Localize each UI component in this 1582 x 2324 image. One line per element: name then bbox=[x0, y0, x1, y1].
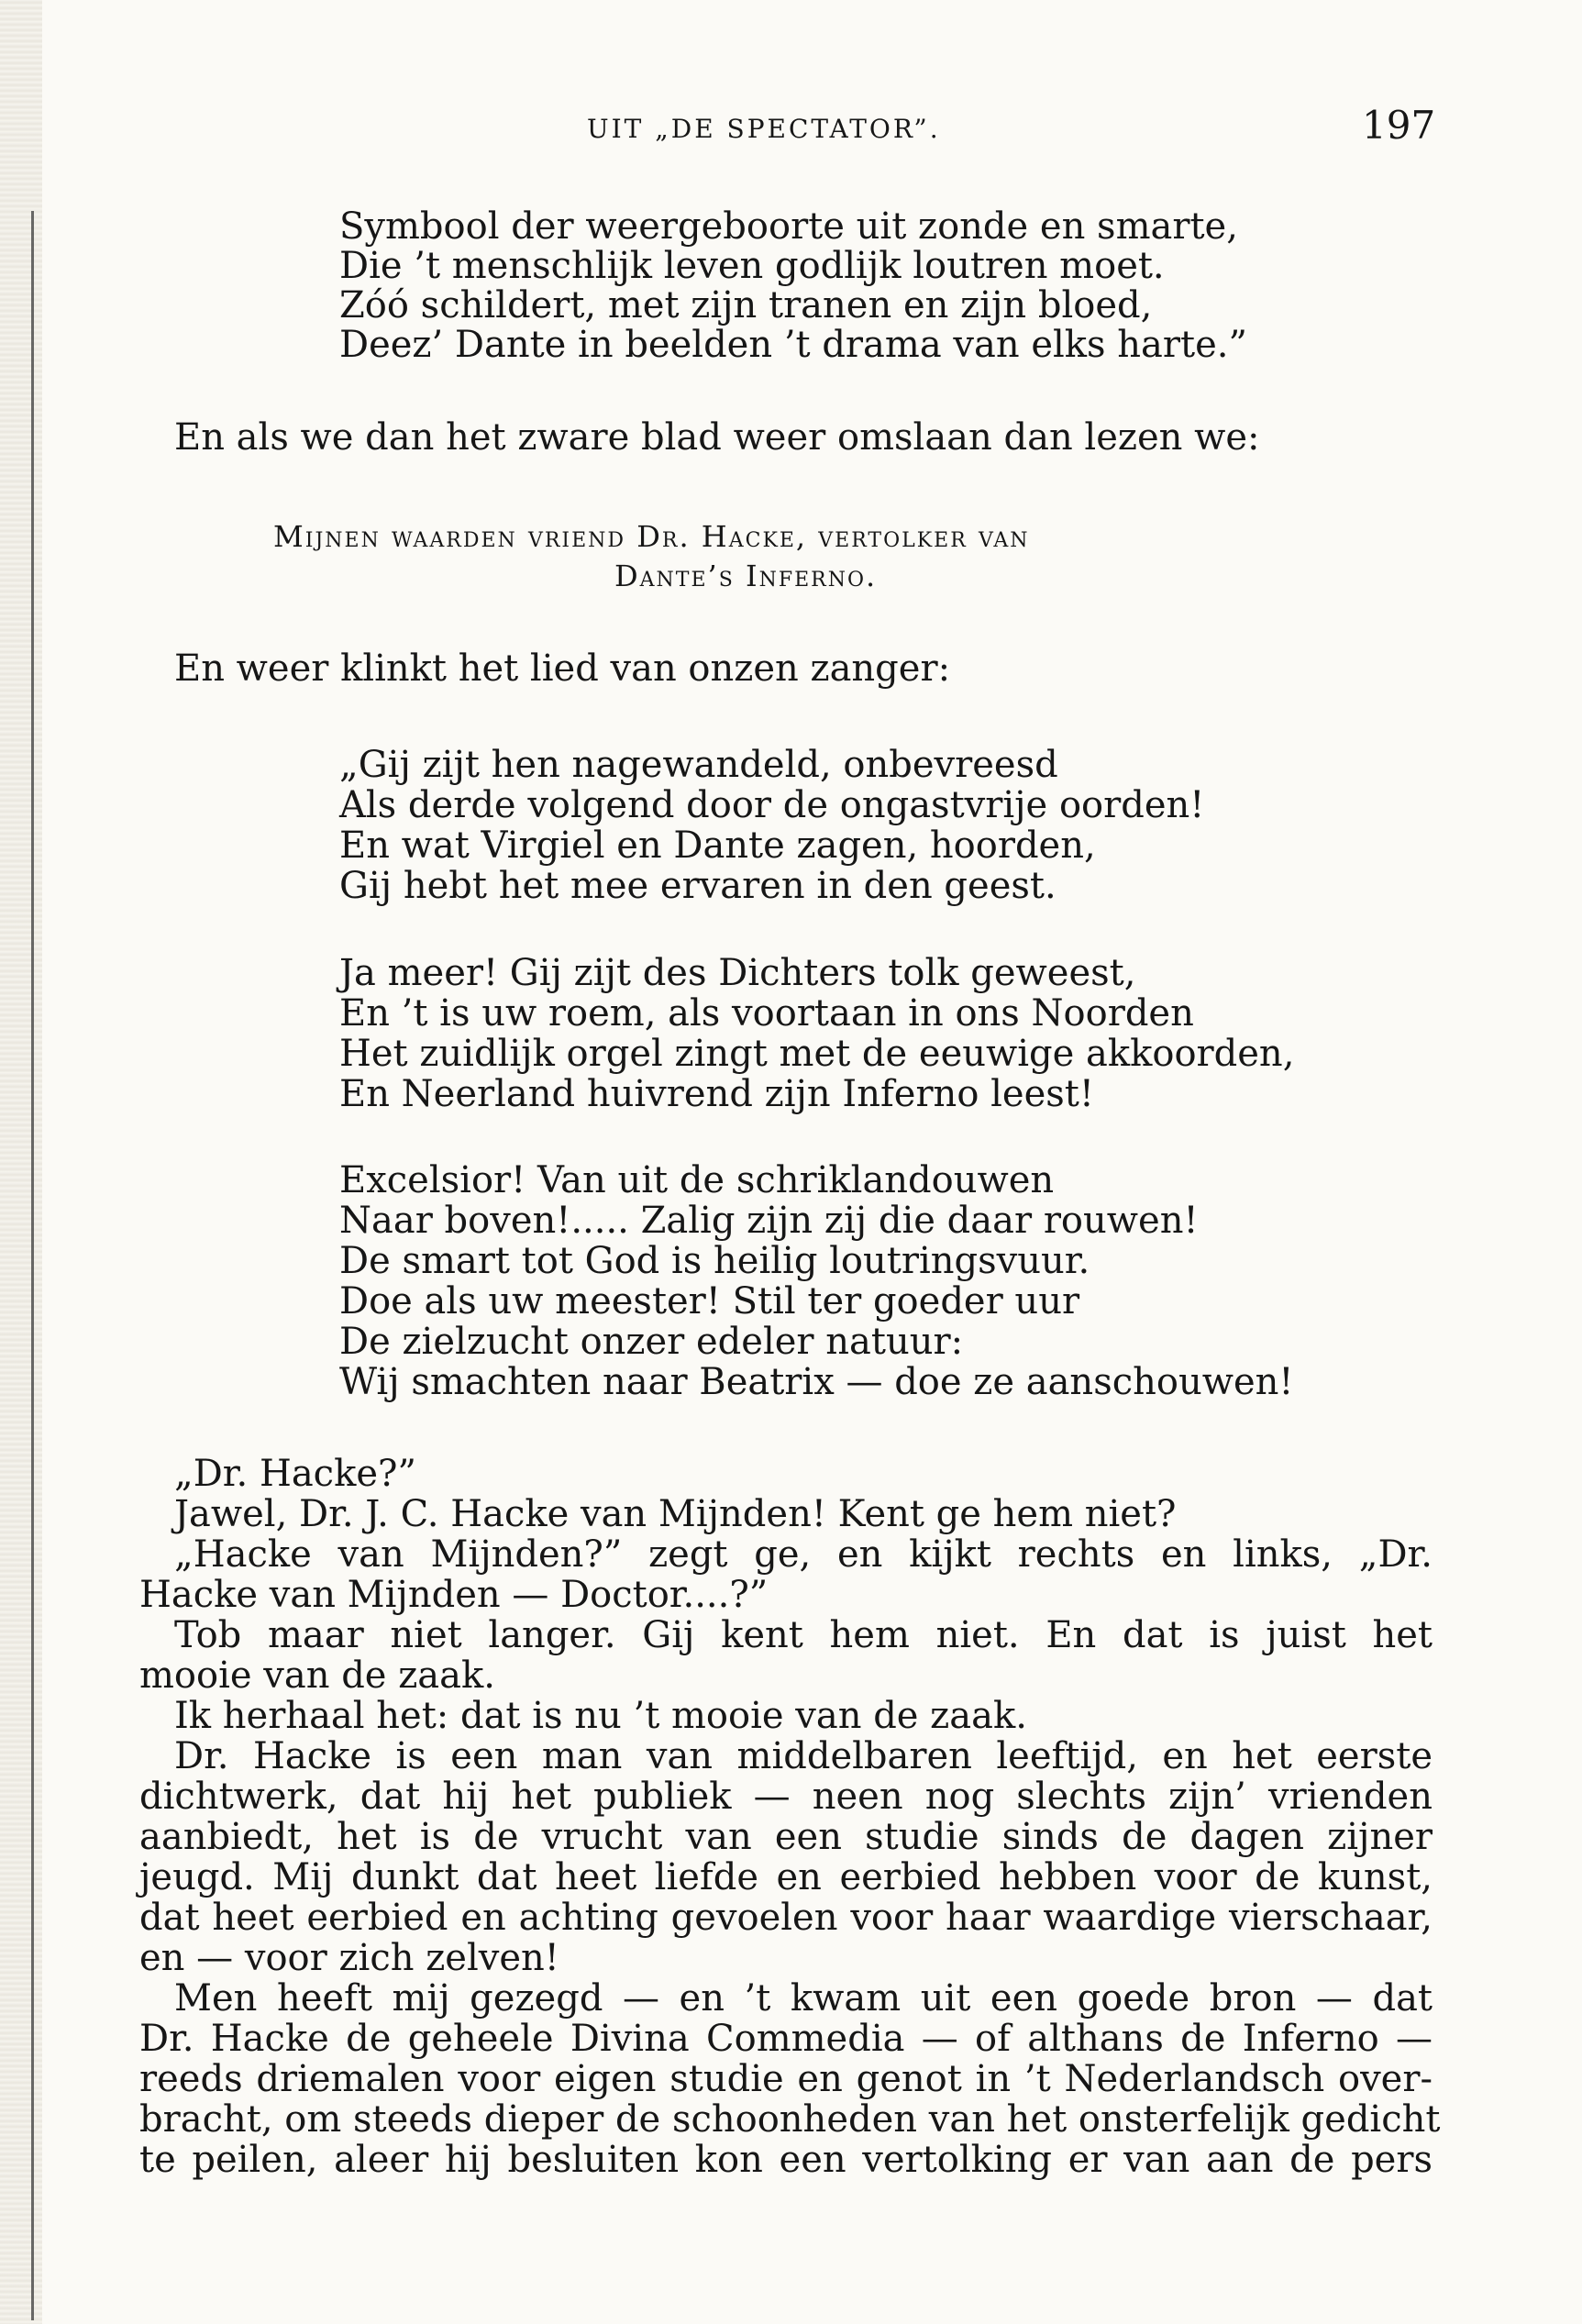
margin-rule bbox=[31, 211, 34, 2320]
prose-line: Ik herhaal het: dat is nu ’t mooie van de zaak. bbox=[174, 1695, 1027, 1737]
verse-line: Wij smachten naar Beatrix — doe ze aanschouwen! bbox=[339, 1361, 1294, 1403]
binding-edge bbox=[0, 0, 42, 2324]
verse-line: En wat Virgiel en Dante zagen, hoorden, bbox=[339, 824, 1096, 867]
verse-line: De smart tot God is heilig loutringsvuur. bbox=[339, 1240, 1090, 1282]
intro-line: En als we dan het zware blad weer omslaan dan lezen we: bbox=[174, 416, 1260, 459]
verse-line: Ja meer! Gij zijt des Dichters tolk geweest, bbox=[339, 952, 1136, 994]
verse-line: „Gij zijt hen nagewandeld, onbevreesd bbox=[339, 744, 1058, 786]
verse-line: Symbool der weergeboorte uit zonde en smarte, bbox=[339, 205, 1238, 248]
verse-line: En Neerland huivrend zijn Inferno leest! bbox=[339, 1073, 1094, 1115]
intro-line: En weer klinkt het lied van onzen zanger: bbox=[174, 647, 951, 690]
verse-line: En ’t is uw roem, als voortaan in ons Noorden bbox=[339, 992, 1194, 1035]
prose-line: Men heeft mij gezegd — en ’t kwam uit een goede bron — dat bbox=[174, 1977, 1433, 2020]
verse-line: Doe als uw meester! Stil ter goeder uur bbox=[339, 1280, 1080, 1322]
verse-line: Deez’ Dante in beelden ’t drama van elks harte.” bbox=[339, 324, 1247, 366]
prose-line: Hacke van Mijnden — Doctor....?” bbox=[139, 1574, 769, 1616]
verse-line: De zielzucht onzer edeler natuur: bbox=[339, 1321, 964, 1363]
verse-line: Gij hebt het mee ervaren in den geest. bbox=[339, 865, 1057, 907]
page-number: 197 bbox=[1362, 103, 1436, 148]
verse-line: Als derde volgend door de ongastvrije oorden! bbox=[339, 784, 1205, 826]
dedication-line: Dante’s Inferno. bbox=[614, 559, 878, 593]
prose-line: mooie van de zaak. bbox=[139, 1654, 495, 1697]
prose-line: dat heet eerbied en achting gevoelen voor haar waardige vierschaar, bbox=[139, 1897, 1433, 1939]
prose-line: bracht, om steeds dieper de schoonheden van het onsterfelijk gedicht bbox=[139, 2098, 1441, 2141]
prose-line: „Hacke van Mijnden?” zegt ge, en kijkt rechts en links, „Dr. bbox=[174, 1533, 1433, 1576]
prose-line: dichtwerk, dat hij het publiek — neen nog slechts zijn’ vrienden bbox=[139, 1776, 1433, 1818]
prose-line: Tob maar niet langer. Gij kent hem niet. En dat is juist het bbox=[174, 1614, 1433, 1656]
prose-line: „Dr. Hacke?” bbox=[174, 1453, 416, 1495]
prose-line: aanbiedt, het is de vrucht van een studie sinds de dagen zijner bbox=[139, 1816, 1433, 1858]
verse-line: Die ’t menschlijk leven godlijk loutren moet. bbox=[339, 245, 1165, 287]
page-header bbox=[0, 103, 1582, 158]
prose-line: jeugd. Mij dunkt dat heet liefde en eerbied hebben voor de kunst, bbox=[139, 1856, 1433, 1898]
running-title: UIT „DE SPECTATOR”. bbox=[587, 114, 941, 144]
prose-line: en — voor zich zelven! bbox=[139, 1937, 559, 1979]
verse-line: Naar boven!..... Zalig zijn zij die daar rouwen! bbox=[339, 1200, 1199, 1242]
verse-line: Het zuidlijk orgel zingt met de eeuwige akkoorden, bbox=[339, 1033, 1295, 1075]
verse-line: Zóó schildert, met zijn tranen en zijn bloed, bbox=[339, 284, 1153, 326]
prose-line: Dr. Hacke is een man van middelbaren leeftijd, en het eerste bbox=[174, 1735, 1433, 1777]
prose-line: reeds driemalen voor eigen studie en genot in ’t Nederlandsch over- bbox=[139, 2058, 1433, 2100]
prose-line: Jawel, Dr. J. C. Hacke van Mijnden! Kent ge hem niet? bbox=[174, 1493, 1177, 1535]
prose-line: Dr. Hacke de geheele Divina Commedia — of althans de Inferno — bbox=[139, 2018, 1433, 2060]
dedication-line: Mijnen waarden vriend Dr. Hacke, vertolker van bbox=[273, 519, 1030, 554]
prose-line: te peilen, aleer hij besluiten kon een vertolking er van aan de pers bbox=[139, 2139, 1433, 2181]
verse-line: Excelsior! Van uit de schriklandouwen bbox=[339, 1159, 1055, 1201]
